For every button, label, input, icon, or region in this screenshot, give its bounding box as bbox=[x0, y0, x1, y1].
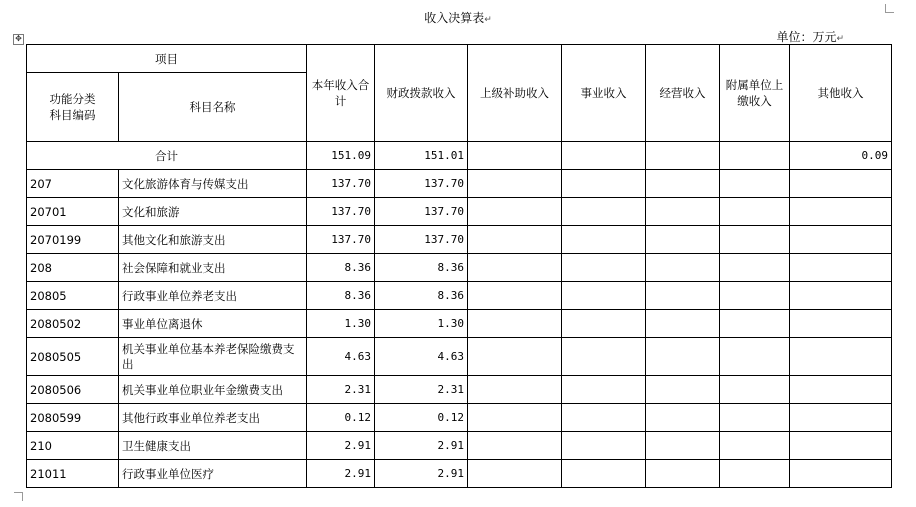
business-cell[interactable] bbox=[562, 170, 646, 198]
header-affiliated-cell[interactable] bbox=[720, 45, 790, 142]
superior-cell[interactable] bbox=[468, 376, 562, 404]
operating-cell[interactable] bbox=[646, 432, 720, 460]
table-row bbox=[27, 254, 892, 282]
total-income-cell[interactable] bbox=[307, 432, 375, 460]
code-cell[interactable] bbox=[27, 198, 119, 226]
subject-name-cell[interactable] bbox=[119, 226, 307, 254]
affiliated-cell[interactable] bbox=[720, 376, 790, 404]
fiscal-cell[interactable] bbox=[375, 460, 468, 488]
superior-cell[interactable] bbox=[468, 254, 562, 282]
total-income-cell[interactable] bbox=[307, 376, 375, 404]
code-cell[interactable] bbox=[27, 310, 119, 338]
header-total-income: 本年收入合计 bbox=[311, 78, 370, 108]
subject-name-value: 事业单位离退休 bbox=[122, 316, 203, 331]
fiscal-cell[interactable] bbox=[375, 198, 468, 226]
header-operating-cell[interactable] bbox=[646, 45, 720, 142]
other-cell[interactable] bbox=[790, 198, 892, 226]
total-income-cell[interactable] bbox=[307, 226, 375, 254]
superior-cell[interactable] bbox=[468, 310, 562, 338]
header-func-code-cell[interactable] bbox=[27, 73, 119, 142]
affiliated-cell[interactable] bbox=[720, 338, 790, 376]
subject-name-cell[interactable] bbox=[119, 254, 307, 282]
subject-name-cell[interactable] bbox=[119, 338, 307, 376]
paragraph-mark-icon: ↵ bbox=[836, 34, 844, 44]
fiscal-cell[interactable] bbox=[375, 254, 468, 282]
subject-name-cell[interactable] bbox=[119, 310, 307, 338]
table-body bbox=[27, 170, 892, 488]
table-row bbox=[27, 432, 892, 460]
total-income-value: 2.91 bbox=[344, 439, 371, 452]
code-value: 2080506 bbox=[30, 382, 82, 397]
business-cell[interactable] bbox=[562, 198, 646, 226]
fiscal-value: 8.36 bbox=[437, 261, 464, 274]
code-value: 207 bbox=[30, 176, 52, 191]
total-income-cell[interactable] bbox=[307, 254, 375, 282]
total-income-cell[interactable] bbox=[307, 460, 375, 488]
code-value: 2080599 bbox=[30, 410, 82, 425]
table-row bbox=[27, 404, 892, 432]
code-cell[interactable] bbox=[27, 282, 119, 310]
subject-name-cell[interactable] bbox=[119, 376, 307, 404]
subject-name-value: 其他行政事业单位养老支出 bbox=[122, 410, 260, 425]
code-cell[interactable] bbox=[27, 460, 119, 488]
total-income-value: 8.36 bbox=[344, 289, 371, 302]
subject-name-cell[interactable] bbox=[119, 404, 307, 432]
other-cell[interactable] bbox=[790, 226, 892, 254]
total-income-value: 137.70 bbox=[331, 233, 371, 246]
subject-name-value: 机关事业单位基本养老保险缴费支出 bbox=[122, 341, 295, 371]
fiscal-value: 2.91 bbox=[437, 439, 464, 452]
unit-text: 单位：万元 bbox=[776, 30, 837, 44]
total-income-value: 0.12 bbox=[344, 411, 371, 424]
operating-cell[interactable] bbox=[646, 254, 720, 282]
superior-cell[interactable] bbox=[468, 338, 562, 376]
fiscal-cell[interactable] bbox=[375, 432, 468, 460]
other-cell[interactable] bbox=[790, 376, 892, 404]
total-income-value: 1.30 bbox=[344, 317, 371, 330]
total-label-cell[interactable] bbox=[27, 142, 307, 170]
table-row bbox=[27, 310, 892, 338]
fiscal-value: 4.63 bbox=[437, 350, 464, 363]
affiliated-cell[interactable] bbox=[720, 432, 790, 460]
total-row bbox=[27, 142, 892, 170]
header-business: 事业收入 bbox=[580, 86, 627, 100]
income-table bbox=[26, 44, 892, 488]
unit-label bbox=[776, 28, 844, 45]
code-value: 208 bbox=[30, 260, 52, 275]
operating-cell[interactable] bbox=[646, 404, 720, 432]
total-operating-cell[interactable] bbox=[646, 142, 720, 170]
subject-name-cell[interactable] bbox=[119, 460, 307, 488]
header-other: 其他收入 bbox=[817, 86, 864, 100]
superior-cell[interactable] bbox=[468, 460, 562, 488]
total-other-value: 0.09 bbox=[861, 149, 888, 162]
affiliated-cell[interactable] bbox=[720, 460, 790, 488]
table-row bbox=[27, 338, 892, 376]
fiscal-cell[interactable] bbox=[375, 310, 468, 338]
other-cell[interactable] bbox=[790, 170, 892, 198]
header-item-cell[interactable] bbox=[27, 45, 307, 73]
header-fiscal-cell[interactable] bbox=[375, 45, 468, 142]
subject-name-value: 行政事业单位养老支出 bbox=[122, 288, 237, 303]
operating-cell[interactable] bbox=[646, 282, 720, 310]
fiscal-cell[interactable] bbox=[375, 282, 468, 310]
total-income-cell[interactable] bbox=[307, 198, 375, 226]
fiscal-value: 137.70 bbox=[424, 205, 464, 218]
business-cell[interactable] bbox=[562, 226, 646, 254]
fiscal-value: 137.70 bbox=[424, 233, 464, 246]
fiscal-value: 2.91 bbox=[437, 467, 464, 480]
page-corner-mark-icon bbox=[885, 4, 894, 13]
fiscal-value: 137.70 bbox=[424, 177, 464, 190]
fiscal-value: 2.31 bbox=[437, 383, 464, 396]
table-row bbox=[27, 282, 892, 310]
table-row bbox=[27, 170, 892, 198]
fiscal-cell[interactable] bbox=[375, 338, 468, 376]
total-income-value: 4.63 bbox=[344, 350, 371, 363]
code-cell[interactable] bbox=[27, 404, 119, 432]
total-other-cell[interactable] bbox=[790, 142, 892, 170]
header-subject-name-cell[interactable] bbox=[119, 73, 307, 142]
business-cell[interactable] bbox=[562, 310, 646, 338]
header-fiscal: 财政拨款收入 bbox=[386, 86, 456, 100]
header-func-code: 功能分类 科目编码 bbox=[49, 92, 96, 122]
total-income-cell[interactable] bbox=[307, 170, 375, 198]
superior-cell[interactable] bbox=[468, 170, 562, 198]
other-cell[interactable] bbox=[790, 254, 892, 282]
code-value: 2080502 bbox=[30, 316, 82, 331]
business-cell[interactable] bbox=[562, 254, 646, 282]
header-operating: 经营收入 bbox=[659, 86, 706, 100]
fiscal-cell[interactable] bbox=[375, 376, 468, 404]
code-cell[interactable] bbox=[27, 376, 119, 404]
superior-cell[interactable] bbox=[468, 282, 562, 310]
code-cell[interactable] bbox=[27, 226, 119, 254]
header-total-income-cell[interactable] bbox=[307, 45, 375, 142]
other-cell[interactable] bbox=[790, 338, 892, 376]
affiliated-cell[interactable] bbox=[720, 404, 790, 432]
superior-cell[interactable] bbox=[468, 226, 562, 254]
code-value: 20701 bbox=[30, 204, 67, 219]
title-text: 收入决算表 bbox=[424, 11, 485, 25]
other-cell[interactable] bbox=[790, 404, 892, 432]
total-superior-cell[interactable] bbox=[468, 142, 562, 170]
operating-cell[interactable] bbox=[646, 310, 720, 338]
subject-name-cell[interactable] bbox=[119, 432, 307, 460]
affiliated-cell[interactable] bbox=[720, 254, 790, 282]
total-income-value: 2.31 bbox=[344, 383, 371, 396]
total-income-cell[interactable] bbox=[307, 338, 375, 376]
fiscal-cell[interactable] bbox=[375, 170, 468, 198]
header-business-cell[interactable] bbox=[562, 45, 646, 142]
superior-cell[interactable] bbox=[468, 404, 562, 432]
other-cell[interactable] bbox=[790, 432, 892, 460]
page-corner-mark-icon bbox=[14, 492, 23, 501]
header-subject-name: 科目名称 bbox=[189, 100, 236, 114]
subject-name-cell[interactable] bbox=[119, 282, 307, 310]
header-item: 项目 bbox=[155, 51, 178, 66]
operating-cell[interactable] bbox=[646, 460, 720, 488]
page-title bbox=[0, 9, 916, 26]
code-value: 21011 bbox=[30, 466, 67, 481]
superior-cell[interactable] bbox=[468, 198, 562, 226]
table-row bbox=[27, 198, 892, 226]
total-business-cell[interactable] bbox=[562, 142, 646, 170]
fiscal-value: 1.30 bbox=[437, 317, 464, 330]
table-row bbox=[27, 376, 892, 404]
business-cell[interactable] bbox=[562, 282, 646, 310]
total-income-cell[interactable] bbox=[307, 282, 375, 310]
affiliated-cell[interactable] bbox=[720, 282, 790, 310]
code-cell[interactable] bbox=[27, 254, 119, 282]
subject-name-value: 卫生健康支出 bbox=[122, 438, 191, 453]
subject-name-value: 文化和旅游 bbox=[122, 204, 180, 219]
subject-name-cell[interactable] bbox=[119, 198, 307, 226]
superior-cell[interactable] bbox=[468, 432, 562, 460]
affiliated-cell[interactable] bbox=[720, 226, 790, 254]
total-income-value: 2.91 bbox=[344, 467, 371, 480]
code-cell[interactable] bbox=[27, 338, 119, 376]
table-move-handle-icon[interactable]: ✥ bbox=[13, 34, 24, 45]
total-income-cell[interactable] bbox=[307, 310, 375, 338]
business-cell[interactable] bbox=[562, 376, 646, 404]
total-income-value: 151.09 bbox=[331, 149, 371, 162]
business-cell[interactable] bbox=[562, 460, 646, 488]
code-cell[interactable] bbox=[27, 432, 119, 460]
operating-cell[interactable] bbox=[646, 226, 720, 254]
subject-name-value: 社会保障和就业支出 bbox=[122, 260, 226, 275]
total-label: 合计 bbox=[155, 148, 178, 163]
table-row bbox=[27, 226, 892, 254]
subject-name-value: 文化旅游体育与传媒支出 bbox=[122, 176, 249, 191]
fiscal-cell[interactable] bbox=[375, 226, 468, 254]
fiscal-cell[interactable] bbox=[375, 404, 468, 432]
total-income-value: 137.70 bbox=[331, 205, 371, 218]
table-row bbox=[27, 460, 892, 488]
code-cell[interactable] bbox=[27, 170, 119, 198]
header-other-cell[interactable] bbox=[790, 45, 892, 142]
business-cell[interactable] bbox=[562, 404, 646, 432]
business-cell[interactable] bbox=[562, 432, 646, 460]
other-cell[interactable] bbox=[790, 282, 892, 310]
operating-cell[interactable] bbox=[646, 376, 720, 404]
total-fiscal-cell[interactable] bbox=[375, 142, 468, 170]
other-cell[interactable] bbox=[790, 310, 892, 338]
operating-cell[interactable] bbox=[646, 170, 720, 198]
other-cell[interactable] bbox=[790, 460, 892, 488]
header-superior: 上级补助收入 bbox=[480, 86, 549, 100]
code-value: 20805 bbox=[30, 288, 67, 303]
code-value: 2070199 bbox=[30, 232, 82, 247]
affiliated-cell[interactable] bbox=[720, 170, 790, 198]
total-income-value: 8.36 bbox=[344, 261, 371, 274]
header-affiliated: 附属单位上缴收入 bbox=[725, 78, 784, 108]
total-income-cell[interactable] bbox=[307, 404, 375, 432]
business-cell[interactable] bbox=[562, 338, 646, 376]
fiscal-value: 8.36 bbox=[437, 289, 464, 302]
subject-name-value: 其他文化和旅游支出 bbox=[122, 232, 226, 247]
header-row bbox=[27, 45, 892, 73]
operating-cell[interactable] bbox=[646, 338, 720, 376]
operating-cell[interactable] bbox=[646, 198, 720, 226]
header-superior-cell[interactable] bbox=[468, 45, 562, 142]
affiliated-cell[interactable] bbox=[720, 198, 790, 226]
subject-name-value: 机关事业单位职业年金缴费支出 bbox=[122, 382, 283, 397]
subject-name-value: 行政事业单位医疗 bbox=[122, 466, 214, 481]
subject-name-cell[interactable] bbox=[119, 170, 307, 198]
code-value: 2080505 bbox=[30, 349, 82, 364]
total-income-cell[interactable] bbox=[307, 142, 375, 170]
total-fiscal-value: 151.01 bbox=[424, 149, 464, 162]
code-value: 210 bbox=[30, 438, 52, 453]
paragraph-mark-icon: ↵ bbox=[484, 15, 492, 25]
total-income-value: 137.70 bbox=[331, 177, 371, 190]
total-affiliated-cell[interactable] bbox=[720, 142, 790, 170]
affiliated-cell[interactable] bbox=[720, 310, 790, 338]
fiscal-value: 0.12 bbox=[437, 411, 464, 424]
